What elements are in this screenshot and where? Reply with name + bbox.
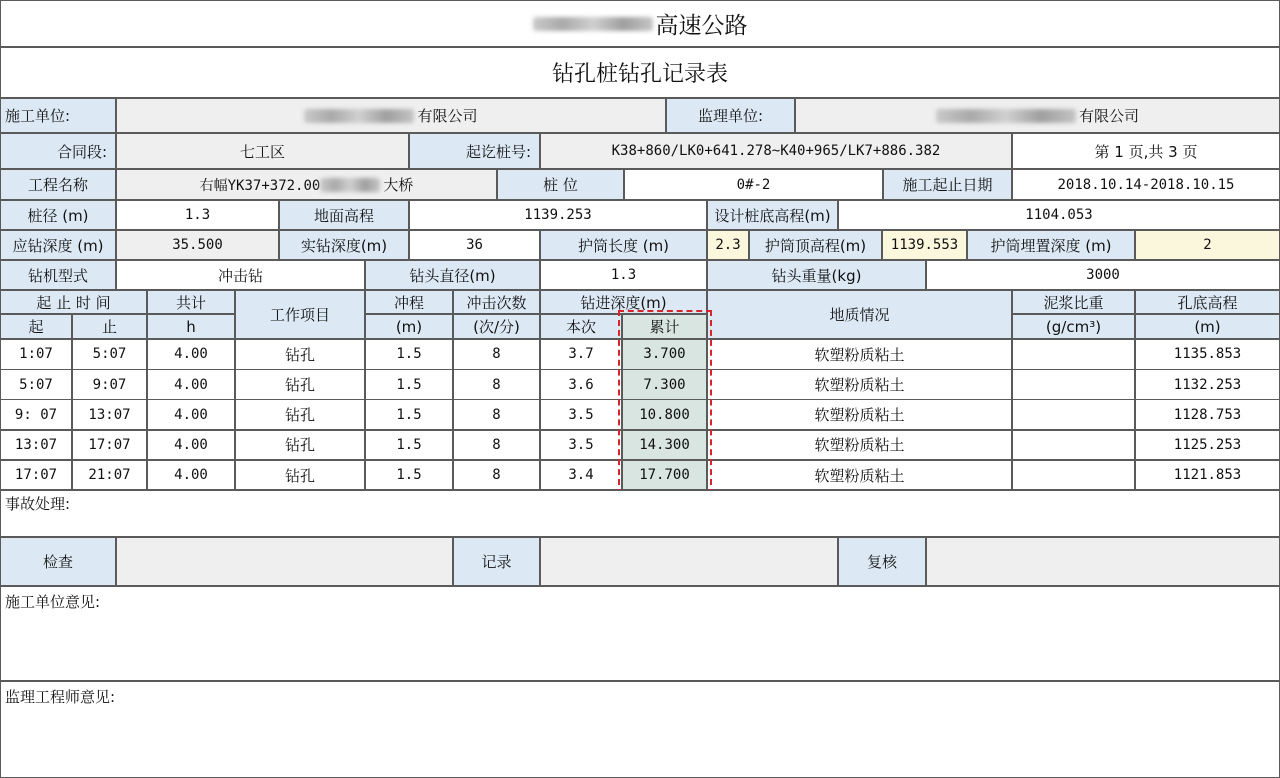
record-label: 记录 <box>453 537 540 586</box>
supervision-unit-label: 监理单位: <box>666 98 795 133</box>
cell-end: 9:07 <box>72 369 147 400</box>
cell-item: 钻孔 <box>235 339 365 370</box>
col-this-time: 本次 <box>540 314 622 339</box>
supervision-unit-value: 有限公司 <box>795 98 1280 133</box>
cell-geo: 软塑粉质粘土 <box>707 430 1012 461</box>
cell-mud <box>1012 430 1135 461</box>
rig-type-label: 钻机型式 <box>0 260 116 290</box>
cell-start: 9: 07 <box>0 399 72 430</box>
cell-stroke: 1.5 <box>365 339 453 370</box>
cell-impacts: 8 <box>453 369 540 400</box>
col-hole-bottom: 孔底高程 <box>1135 290 1280 314</box>
page-count: 第 1 页,共 3 页 <box>1012 133 1280 169</box>
casing-top-label: 护筒顶高程(m) <box>749 230 882 260</box>
station-value: K38+860/LK0+641.278~K40+965/LK7+886.382 <box>540 133 1012 169</box>
form-title: 钻孔桩钻孔记录表 <box>0 47 1280 98</box>
col-work-item: 工作项目 <box>235 290 365 339</box>
casing-length-label: 护筒长度 (m) <box>540 230 707 260</box>
col-impacts-unit: (次/分) <box>453 314 540 339</box>
cell-stroke: 1.5 <box>365 399 453 430</box>
cell-end: 21:07 <box>72 460 147 491</box>
col-geology: 地质情况 <box>707 290 1012 339</box>
cell-item: 钻孔 <box>235 430 365 461</box>
cell-bottom: 1135.853 <box>1135 339 1280 370</box>
cell-cum: 14.300 <box>622 430 707 461</box>
cell-hours: 4.00 <box>147 369 235 400</box>
cell-mud <box>1012 399 1135 430</box>
cell-bottom: 1132.253 <box>1135 369 1280 400</box>
col-hole-bottom-unit: (m) <box>1135 314 1280 339</box>
col-end: 止 <box>72 314 147 339</box>
cell-end: 17:07 <box>72 430 147 461</box>
cell-cum: 7.300 <box>622 369 707 400</box>
casing-burial-value: 2 <box>1135 230 1280 260</box>
cell-this: 3.5 <box>540 430 622 461</box>
review-label: 复核 <box>838 537 926 586</box>
cell-start: 1:07 <box>0 339 72 370</box>
cell-bottom: 1121.853 <box>1135 460 1280 491</box>
col-impacts: 冲击次数 <box>453 290 540 314</box>
cell-cum: 17.700 <box>622 460 707 491</box>
col-time-range: 起 止 时 间 <box>0 290 147 314</box>
cell-impacts: 8 <box>453 430 540 461</box>
cell-cum: 3.700 <box>622 339 707 370</box>
cell-stroke: 1.5 <box>365 369 453 400</box>
construction-unit-value: 有限公司 <box>116 98 666 133</box>
bit-diameter-value: 1.3 <box>540 260 707 290</box>
casing-top-value: 1139.553 <box>882 230 967 260</box>
cell-this: 3.4 <box>540 460 622 491</box>
bit-weight-label: 钻头重量(kg) <box>707 260 926 290</box>
accident-handling: 事故处理: <box>0 490 1280 537</box>
pile-diameter-label: 桩径 (m) <box>0 200 116 230</box>
bit-diameter-label: 钻头直径(m) <box>365 260 540 290</box>
cell-start: 17:07 <box>0 460 72 491</box>
record-value <box>540 537 838 586</box>
cell-geo: 软塑粉质粘土 <box>707 460 1012 491</box>
pile-position-value: 0#-2 <box>624 169 883 200</box>
col-stroke-unit: (m) <box>365 314 453 339</box>
station-label: 起讫桩号: <box>409 133 540 169</box>
construction-unit-label: 施工单位: <box>0 98 116 133</box>
supervisor-opinion: 监理工程师意见: <box>0 681 1280 778</box>
col-mud-density-unit: (g/cm³) <box>1012 314 1135 339</box>
cell-bottom: 1125.253 <box>1135 430 1280 461</box>
col-depth: 钻进深度(m) <box>540 290 707 314</box>
cell-item: 钻孔 <box>235 399 365 430</box>
redacted-company <box>936 109 1076 123</box>
cell-this: 3.5 <box>540 399 622 430</box>
col-mud-density: 泥浆比重 <box>1012 290 1135 314</box>
cell-geo: 软塑粉质粘土 <box>707 369 1012 400</box>
col-cumulative: 累计 <box>622 314 707 339</box>
cell-start: 13:07 <box>0 430 72 461</box>
check-value <box>116 537 453 586</box>
rig-type-value: 冲击钻 <box>116 260 365 290</box>
col-stroke: 冲程 <box>365 290 453 314</box>
cell-cum: 10.800 <box>622 399 707 430</box>
cell-this: 3.7 <box>540 339 622 370</box>
required-depth-value: 35.500 <box>116 230 279 260</box>
pile-diameter-value: 1.3 <box>116 200 279 230</box>
casing-burial-label: 护筒埋置深度 (m) <box>967 230 1135 260</box>
col-total: 共计 <box>147 290 235 314</box>
redacted-company <box>304 109 414 123</box>
cell-end: 13:07 <box>72 399 147 430</box>
cell-this: 3.6 <box>540 369 622 400</box>
highway-title: 高速公路 <box>0 0 1280 47</box>
redacted-name <box>533 17 653 31</box>
col-total-unit: h <box>147 314 235 339</box>
construction-dates-value: 2018.10.14-2018.10.15 <box>1012 169 1280 200</box>
cell-bottom: 1128.753 <box>1135 399 1280 430</box>
bit-weight-value: 3000 <box>926 260 1280 290</box>
cell-end: 5:07 <box>72 339 147 370</box>
col-start: 起 <box>0 314 72 339</box>
cell-start: 5:07 <box>0 369 72 400</box>
cell-geo: 软塑粉质粘土 <box>707 399 1012 430</box>
project-name-label: 工程名称 <box>0 169 116 200</box>
casing-length-value: 2.3 <box>707 230 749 260</box>
cell-hours: 4.00 <box>147 430 235 461</box>
contractor-opinion: 施工单位意见: <box>0 586 1280 681</box>
ground-elevation-label: 地面高程 <box>279 200 409 230</box>
design-bottom-value: 1104.053 <box>838 200 1280 230</box>
cell-hours: 4.00 <box>147 399 235 430</box>
contract-section-value: 七工区 <box>116 133 409 169</box>
cell-mud <box>1012 460 1135 491</box>
cell-item: 钻孔 <box>235 369 365 400</box>
required-depth-label: 应钻深度 (m) <box>0 230 116 260</box>
cell-impacts: 8 <box>453 399 540 430</box>
pile-position-label: 桩 位 <box>497 169 624 200</box>
cell-stroke: 1.5 <box>365 430 453 461</box>
cell-stroke: 1.5 <box>365 460 453 491</box>
cell-geo: 软塑粉质粘土 <box>707 339 1012 370</box>
cell-impacts: 8 <box>453 339 540 370</box>
construction-dates-label: 施工起止日期 <box>883 169 1012 200</box>
actual-depth-value: 36 <box>409 230 540 260</box>
actual-depth-label: 实钻深度(m) <box>279 230 409 260</box>
cell-hours: 4.00 <box>147 339 235 370</box>
review-value <box>926 537 1280 586</box>
cell-hours: 4.00 <box>147 460 235 491</box>
design-bottom-label: 设计桩底高程(m) <box>707 200 838 230</box>
cell-impacts: 8 <box>453 460 540 491</box>
check-label: 检查 <box>0 537 116 586</box>
project-name-value: 右幅YK37+372.00 大桥 <box>116 169 497 200</box>
cell-mud <box>1012 339 1135 370</box>
ground-elevation-value: 1139.253 <box>409 200 707 230</box>
contract-section-label: 合同段: <box>0 133 116 169</box>
cell-item: 钻孔 <box>235 460 365 491</box>
redacted-bridge-name <box>320 178 380 192</box>
cell-mud <box>1012 369 1135 400</box>
